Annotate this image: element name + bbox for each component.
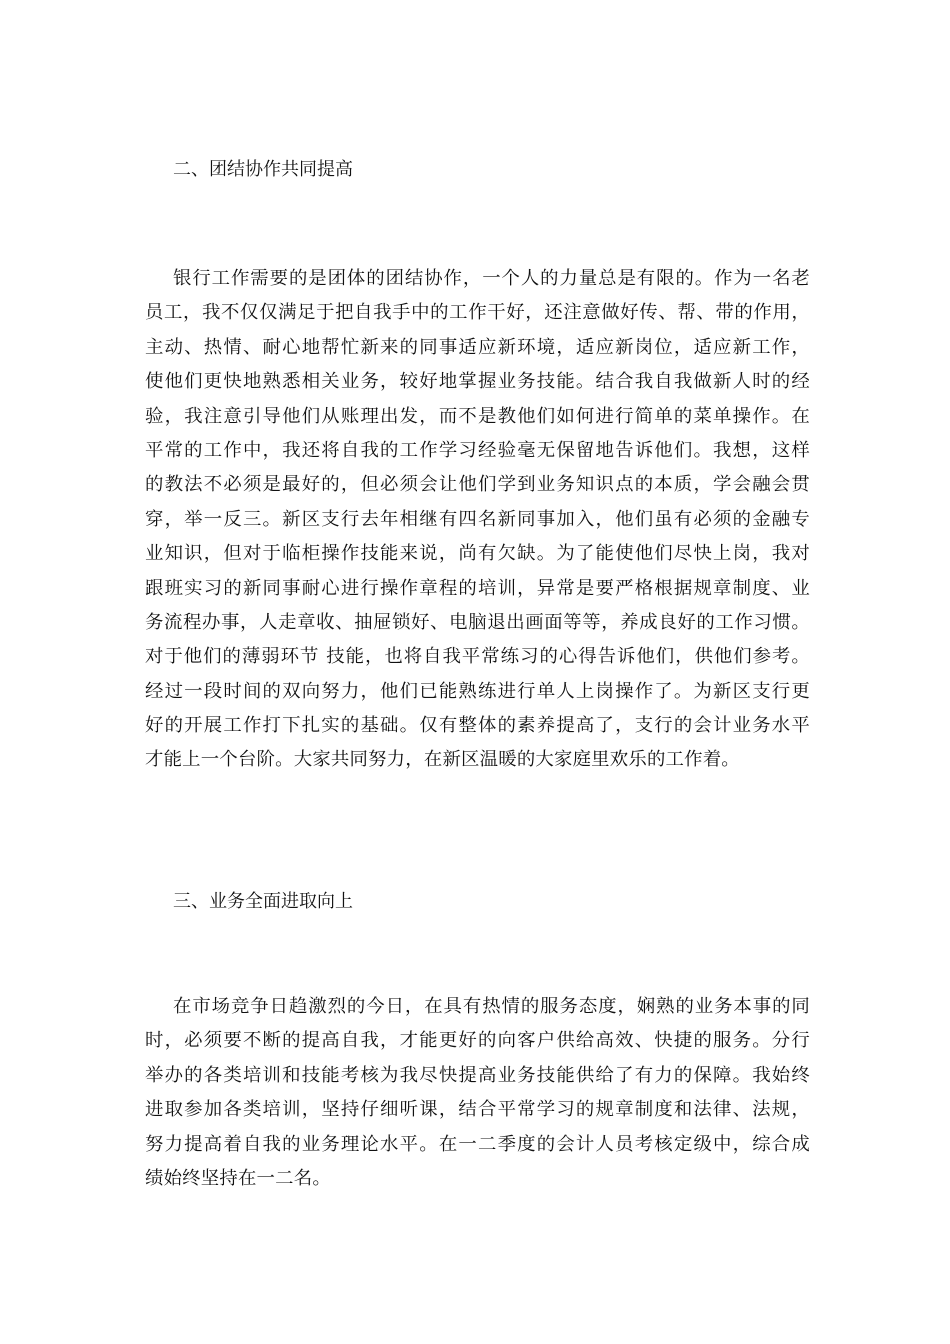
paragraph-line: 绩始终坚持在一二名。	[145, 1167, 331, 1189]
paragraph-line: 业知识，但对于临柜操作技能来说，尚有欠缺。为了能使他们尽快上岗，我对	[145, 543, 810, 565]
paragraph-line: 平常的工作中，我还将自我的工作学习经验毫无保留地告诉他们。我想，这样	[145, 439, 810, 461]
paragraph-line: 银行工作需要的是团体的团结协作，一个人的力量总是有限的。作为一名老	[173, 268, 810, 289]
paragraph-line: 努力提高着自我的业务理论水平。在一二季度的会计人员考核定级中，综合成	[145, 1133, 810, 1155]
paragraph-line: 穿，举一反三。新区支行去年相继有四名新同事加入，他们虽有必须的金融专	[145, 508, 810, 530]
paragraph-line: 的教法不必须是最好的，但必须会让他们学到业务知识点的本质，学会融会贯	[145, 474, 810, 496]
paragraph-teamwork	[145, 262, 810, 778]
paragraph-line: 在市场竞争日趋激烈的今日，在具有热情的服务态度，娴熟的业务本事的同	[173, 996, 810, 1017]
paragraph-line: 进取参加各类培训，坚持仔细听课，结合平常学习的规章制度和法律、法规，	[145, 1099, 810, 1121]
paragraph-line: 验，我注意引导他们从账理出发，而不是教他们如何进行简单的菜单操作。在	[145, 405, 810, 427]
paragraph-line: 员工，我不仅仅满足于把自我手中的工作干好，还注意做好传、帮、带的作用，	[145, 302, 810, 324]
paragraph-line: 好的开展工作打下扎实的基础。仅有整体的素养提高了，支行的会计业务水平	[145, 715, 810, 737]
paragraph-business	[145, 990, 810, 1196]
section-heading-business: 三、业务全面进取向上	[173, 891, 353, 912]
paragraph-line: 时，必须要不断的提高自我，才能更好的向客户供给高效、快捷的服务。分行	[145, 1030, 810, 1052]
paragraph-line: 使他们更快地熟悉相关业务，较好地掌握业务技能。结合我自我做新人时的经	[145, 371, 810, 393]
section-heading-teamwork: 二、团结协作共同提高	[173, 159, 353, 180]
paragraph-line: 才能上一个台阶。大家共同努力，在新区温暖的大家庭里欢乐的工作着。	[145, 749, 740, 771]
paragraph-line: 对于他们的薄弱环节 技能，也将自我平常练习的心得告诉他们，供他们参考。	[145, 646, 810, 668]
paragraph-line: 举办的各类培训和技能考核为我尽快提高业务技能供给了有力的保障。我始终	[145, 1064, 810, 1086]
paragraph-line: 经过一段时间的双向努力，他们已能熟练进行单人上岗操作了。为新区支行更	[145, 680, 810, 702]
paragraph-line: 务流程办事，人走章收、抽屉锁好、电脑退出画面等等，养成良好的工作习惯。	[145, 611, 810, 633]
paragraph-line: 跟班实习的新同事耐心进行操作章程的培训，异常是要严格根据规章制度、业	[145, 577, 810, 599]
paragraph-line: 主动、热情、耐心地帮忙新来的同事适应新环境，适应新岗位，适应新工作，	[145, 336, 810, 358]
